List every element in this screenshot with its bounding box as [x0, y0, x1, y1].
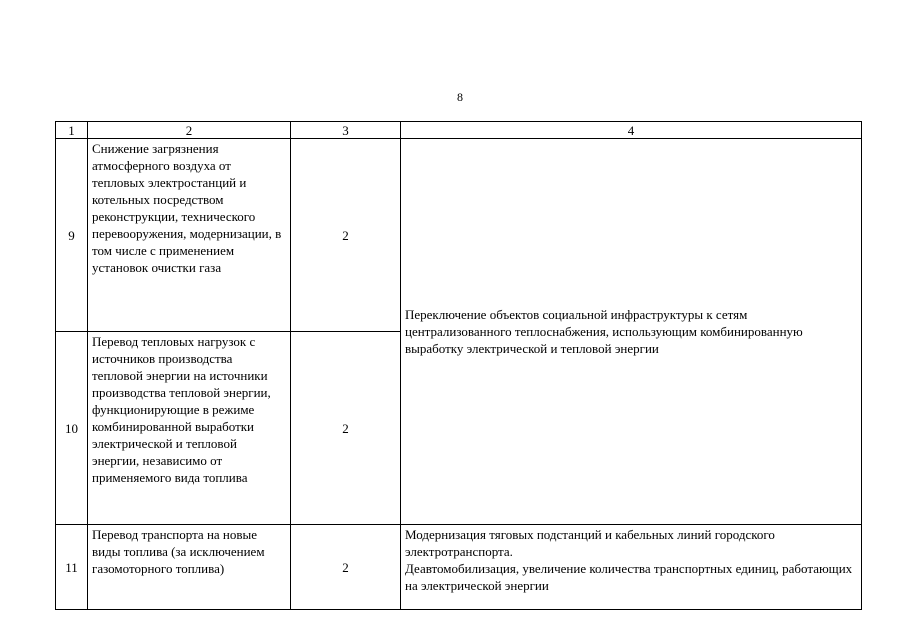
page-number: 8	[457, 90, 463, 104]
header-cell-3: 3	[291, 122, 401, 139]
header-cell-2: 2	[88, 122, 291, 139]
column-3-cell: 2	[291, 332, 401, 525]
description-line-2: Деавтомобилизация, увеличение количества транспортных единиц, работающих на электрической энергии	[405, 561, 853, 593]
measure-cell: Снижение загрязнения атмосферного воздуха от тепловых электростанций и котельных посредством реконструкции, технического перевооружения, модернизации, в том числе с применением установок очистки газа	[88, 139, 291, 332]
table-row	[56, 525, 862, 610]
column-3-cell: 2	[291, 525, 401, 610]
header-cell-4: 4	[401, 122, 862, 139]
measure-cell: Перевод транспорта на новые виды топлива (за исключением газомоторного топлива)	[88, 525, 291, 610]
measures-table	[55, 121, 862, 610]
description-cell	[401, 525, 862, 610]
description-line-1: Модернизация тяговых подстанций и кабельных линий городского электротранспорта.	[405, 527, 775, 559]
table-header-row	[56, 122, 862, 139]
row-number: 10	[56, 332, 88, 525]
row-number: 9	[56, 139, 88, 332]
column-3-cell: 2	[291, 139, 401, 332]
merged-description-cell: Переключение объектов социальной инфраструктуры к сетям централизованного теплоснабжения, использующим комбинированную выработку электрической и тепловой энергии	[401, 139, 862, 525]
row-number: 11	[56, 525, 88, 610]
table-row	[56, 139, 862, 332]
header-cell-1: 1	[56, 122, 88, 139]
measure-cell: Перевод тепловых нагрузок с источников производства тепловой энергии на источники производства тепловой энергии, функционирующие в режиме комбинированной выработки электрической и тепловой энергии, независимо от применяемого вида топлива	[88, 332, 291, 525]
